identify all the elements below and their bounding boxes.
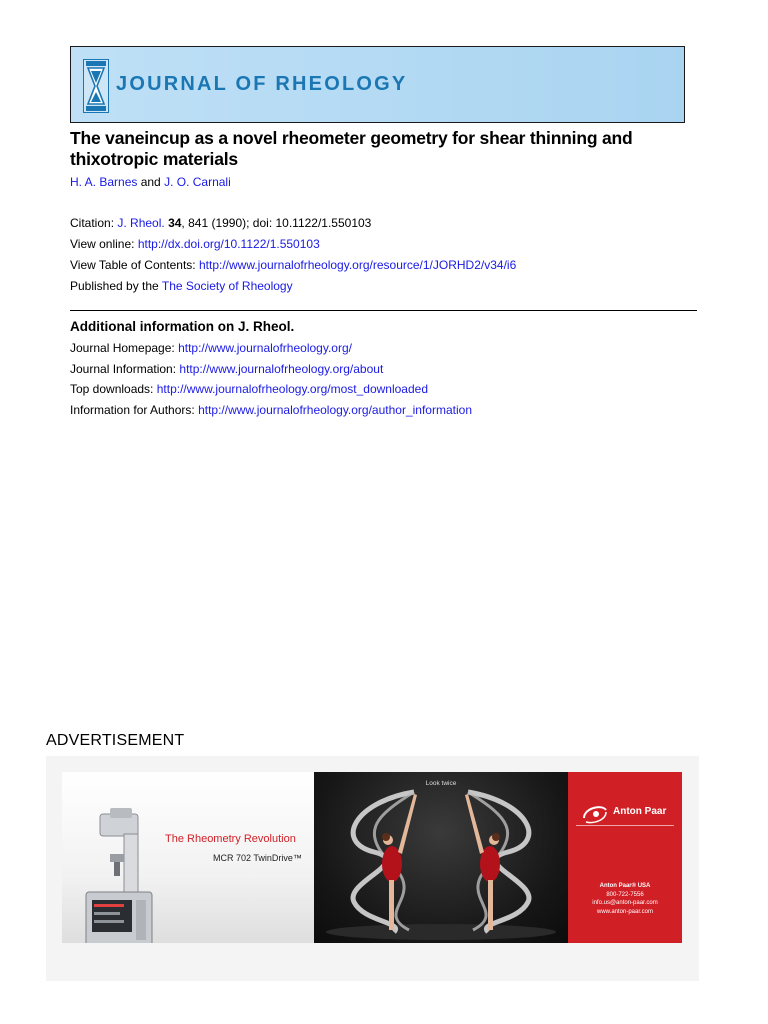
homepage-link[interactable]: http://www.journalofrheology.org/ bbox=[178, 341, 352, 355]
toc-link[interactable]: http://www.journalofrheology.org/resource/1/JORHD2/v34/i6 bbox=[198, 258, 517, 272]
journal-info-link[interactable]: http://www.journalofrheology.org/about bbox=[179, 362, 384, 376]
ad-brand-panel[interactable] bbox=[568, 772, 682, 943]
citation-line bbox=[70, 216, 371, 230]
publisher-label: Published by the bbox=[70, 279, 162, 293]
gymnasts-ribbon-illustration bbox=[314, 772, 568, 943]
top-downloads-link[interactable]: http://www.journalofrheology.org/most_downloaded bbox=[156, 382, 429, 396]
advertisement-heading: ADVERTISEMENT bbox=[46, 732, 185, 749]
view-online-label: View online: bbox=[70, 237, 138, 251]
ad-brand-divider bbox=[576, 825, 674, 826]
doi-link[interactable]: http://dx.doi.org/10.1122/1.550103 bbox=[137, 237, 320, 251]
info-label: Information for Authors: bbox=[70, 403, 199, 417]
ad-contact-company: Anton Paar® USA bbox=[599, 883, 651, 889]
citation-details: , 841 (1990); doi: 10.1122/1.550103 bbox=[181, 216, 372, 230]
toc-line bbox=[70, 258, 516, 272]
anton-paar-logo-icon bbox=[580, 800, 610, 826]
journal-title: JOURNAL OF RHEOLOGY bbox=[116, 73, 408, 95]
info-line-authors bbox=[70, 403, 472, 417]
journal-link[interactable]: J. Rheol. bbox=[117, 216, 165, 230]
author-link-barnes[interactable]: H. A. Barnes bbox=[70, 175, 138, 189]
info-line-homepage bbox=[70, 341, 352, 355]
citation-label: Citation: bbox=[70, 216, 118, 230]
author-info-link[interactable]: http://www.journalofrheology.org/author_information bbox=[198, 403, 472, 417]
ad-contact-web[interactable]: www.anton-paar.com bbox=[596, 908, 654, 915]
info-line-downloads bbox=[70, 382, 428, 396]
ad-contact-email[interactable]: info.us@anton-paar.com bbox=[592, 900, 658, 906]
ad-contact-phone: 800-722-7556 bbox=[606, 891, 644, 898]
info-line-about bbox=[70, 362, 383, 376]
ad-look-twice-text: Look twice bbox=[425, 780, 457, 787]
info-label: Journal Homepage: bbox=[70, 341, 179, 355]
publisher-line bbox=[70, 279, 293, 293]
publisher-link[interactable]: The Society of Rheology bbox=[161, 279, 293, 293]
section-divider bbox=[70, 310, 697, 311]
ad-contact-block bbox=[568, 882, 682, 916]
ad-product-name: MCR 702 TwinDrive™ bbox=[213, 853, 302, 863]
authors-conjunction: and bbox=[137, 175, 165, 189]
info-label: Top downloads: bbox=[70, 382, 157, 396]
hourglass-logo-icon bbox=[83, 59, 109, 113]
authors-line bbox=[70, 175, 231, 189]
ad-brand-name: Anton Paar bbox=[613, 806, 667, 817]
toc-label: View Table of Contents: bbox=[70, 258, 199, 272]
info-label: Journal Information: bbox=[70, 362, 180, 376]
citation-volume: 34 bbox=[168, 216, 182, 230]
article-title: The vaneincup as a novel rheometer geometry for shear thinning and thixotropic materials bbox=[70, 128, 633, 169]
ad-product-panel[interactable] bbox=[62, 772, 314, 943]
journal-banner bbox=[70, 46, 685, 123]
ad-photo-panel[interactable] bbox=[314, 772, 568, 943]
ad-tagline: The Rheometry Revolution bbox=[165, 833, 296, 845]
rheometer-instrument-icon bbox=[80, 804, 160, 943]
additional-info-heading: Additional information on J. Rheol. bbox=[70, 319, 295, 334]
author-link-carnali[interactable]: J. O. Carnali bbox=[164, 175, 231, 189]
view-online-line bbox=[70, 237, 320, 251]
